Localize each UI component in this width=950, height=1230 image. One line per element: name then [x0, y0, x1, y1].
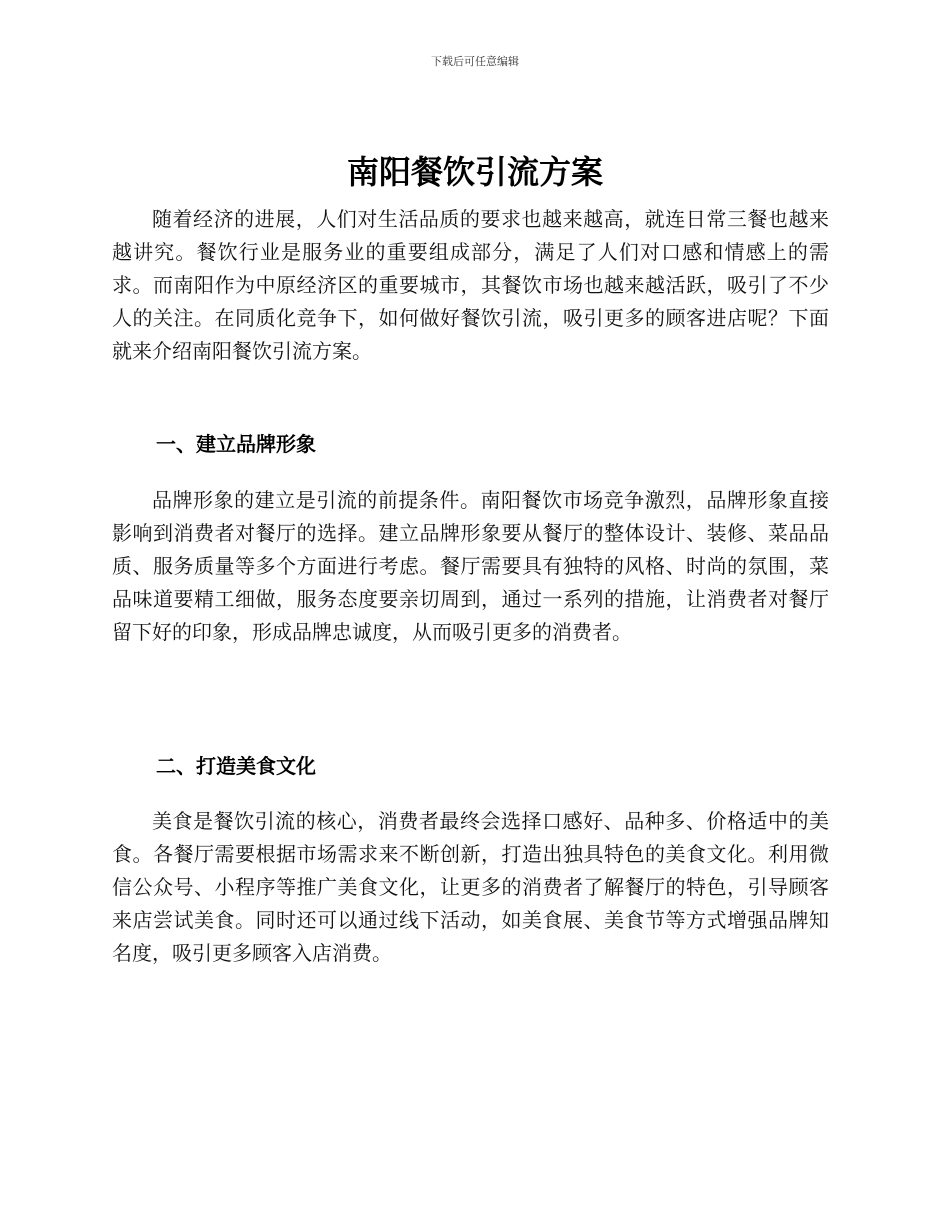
section-heading-brand-image: 一、建立品牌形象 [156, 432, 316, 456]
section-heading-food-culture: 二、打造美食文化 [156, 754, 316, 778]
page-header-note: 下载后可任意编辑 [431, 55, 519, 68]
document-title: 南阳餐饮引流方案 [346, 153, 603, 191]
section-body-brand-image: 品牌形象的建立是引流的前提条件。南阳餐饮市场竞争激烈，品牌形象直接影响到消费者对餐厅的选择。建立品牌形象要从餐厅的整体设计、装修、菜品品质、服务质量等多个方面进行考虑。餐厅需要具有独特的风格、时尚的氛围，菜品味道要精工细做，服务态度要亲切周到，通过一系列的措施，让消费者对餐厅留下好的印象，形成品牌忠诚度，从而吸引更多的消费者。 [112, 488, 829, 644]
intro-paragraph: 随着经济的进展，人们对生活品质的要求也越来越高，就连日常三餐也越来越讲究。餐饮行业是服务业的重要组成部分，满足了人们对口感和情感上的需求。而南阳作为中原经济区的重要城市，其餐饮市场也越来越活跃，吸引了不少人的关注。在同质化竞争下，如何做好餐饮引流，吸引更多的顾客进店呢？下面就来介绍南阳餐饮引流方案。 [112, 207, 829, 363]
section-body-food-culture: 美食是餐饮引流的核心，消费者最终会选择口感好、品种多、价格适中的美食。各餐厅需要根据市场需求来不断创新，打造出独具特色的美食文化。利用微信公众号、小程序等推广美食文化，让更多的消费者了解餐厅的特色，引导顾客来店尝试美食。同时还可以通过线下活动，如美食展、美食节等方式增强品牌知名度，吸引更多顾客入店消费。 [112, 809, 829, 965]
